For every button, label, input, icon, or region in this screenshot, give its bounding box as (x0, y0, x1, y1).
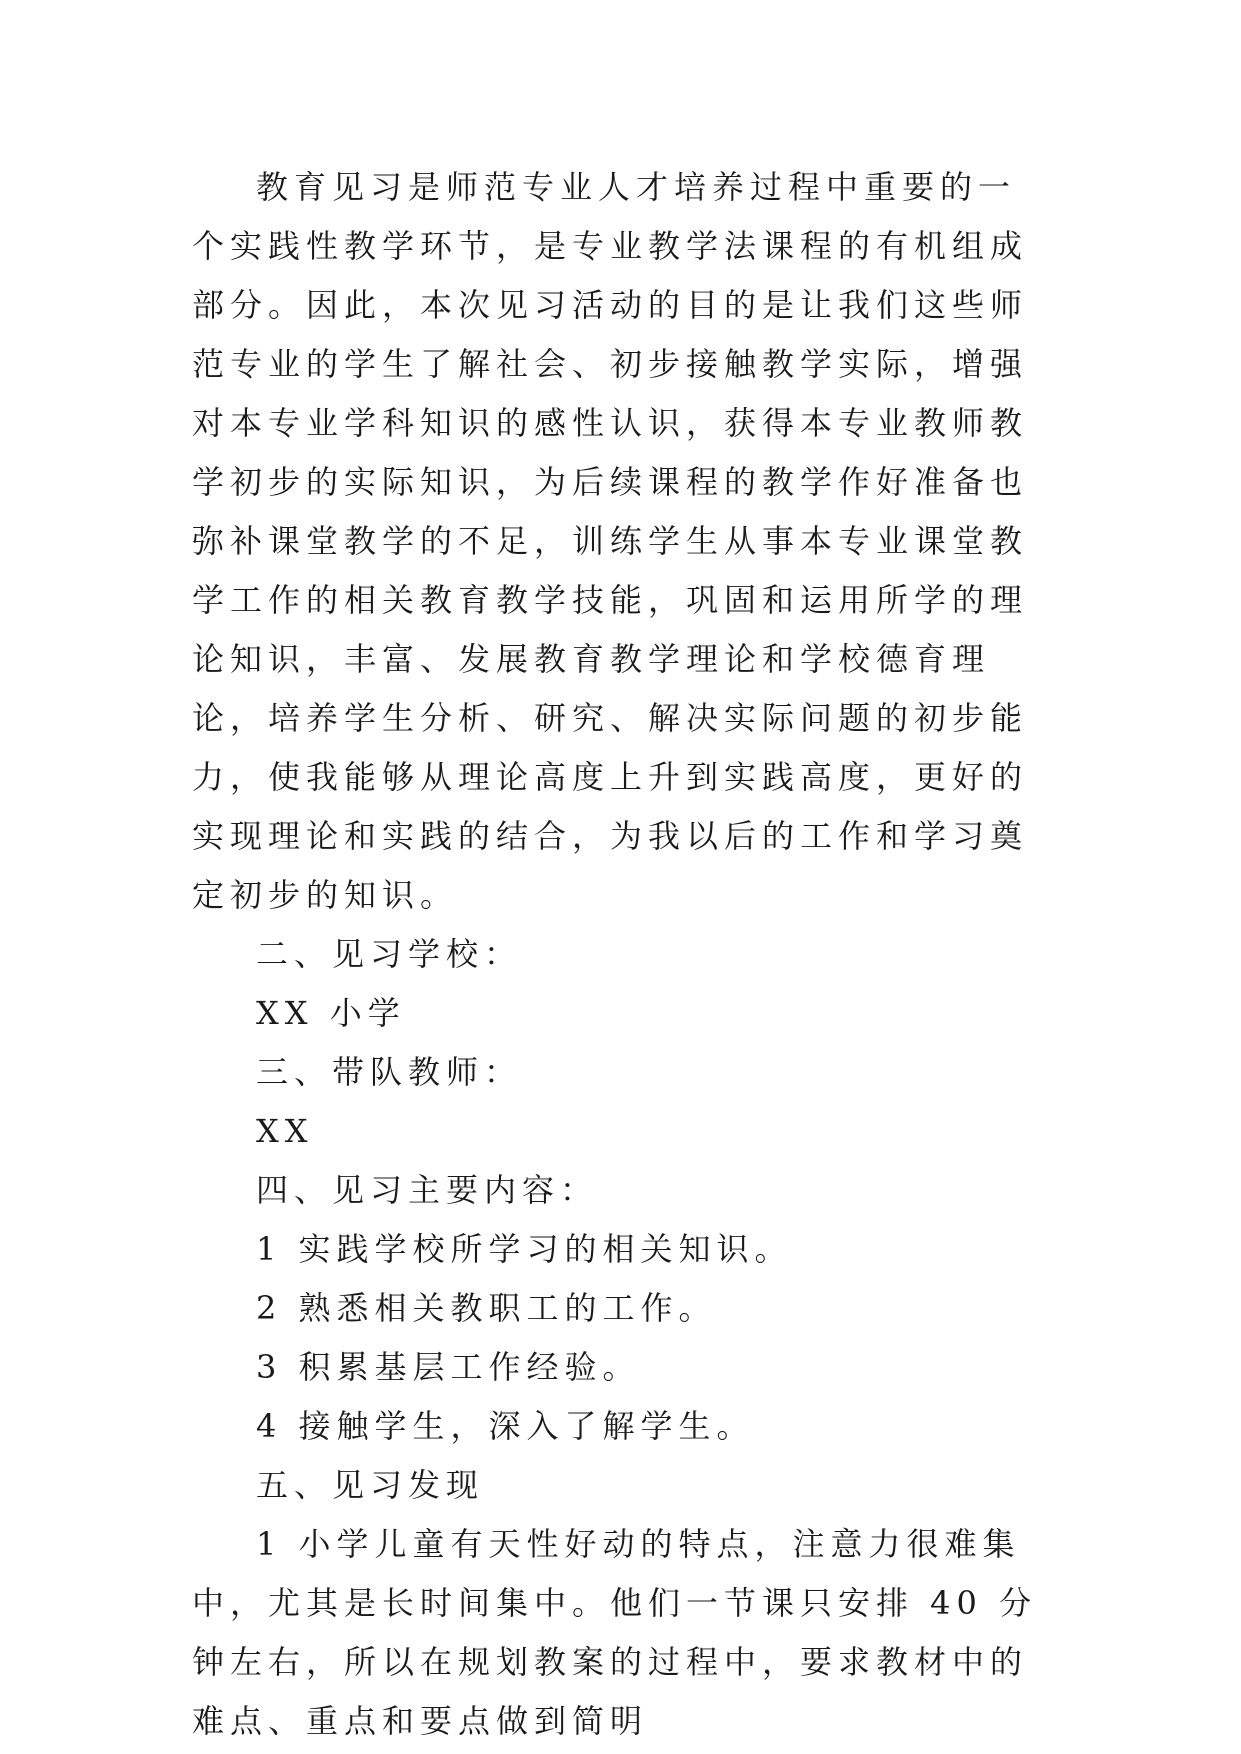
findings-paragraph: 1 小学儿童有天性好动的特点，注意力很难集中，尤其是长时间集中。他们一节课只安排 40 分钟左右，所以在规划教案的过程中，要求教材中的难点、重点和要点做到简明 (192, 1525, 1038, 1740)
intro-paragraph: 教育见习是师范专业人才培养过程中重要的一个实践性教学环节，是专业教学法课程的有机组成部分。因此，本次见习活动的目的是让我们这些师范专业的学生了解社会、初步接触教学实际，增强对本专业学科知识的感性认识，获得本专业教师教学初步的实际知识，为后续课程的教学作好准备也弥补课堂教学的不足，训练学生从事本专业课堂教学工作的相关教育教学技能，巩固和运用所学的理论知识，丰富、发展教育教学理论和学校德育理论，培养学生分析、研究、解决实际问题的初步能力，使我能够从理论高度上升到实践高度，更好的实现理论和实践的结合，为我以后的工作和学习奠定初步的知识。 (192, 168, 1029, 914)
section-heading-content: 四、见习主要内容： (256, 1171, 599, 1209)
section-heading-findings: 五、见习发现 (256, 1466, 485, 1504)
content-item: 1 实践学校所学习的相关知识。 (256, 1230, 793, 1268)
content-item: 3 积累基层工作经验。 (256, 1348, 641, 1386)
document-body (192, 158, 1052, 1751)
section-heading-school: 二、见习学校： (256, 935, 523, 973)
content-item: 4 接触学生，深入了解学生。 (256, 1407, 755, 1445)
teacher-name: XX (256, 1112, 314, 1150)
content-item: 2 熟悉相关教职工的工作。 (256, 1289, 717, 1327)
section-heading-teacher: 三、带队教师： (256, 1053, 523, 1091)
school-name: XX 小学 (256, 994, 406, 1032)
